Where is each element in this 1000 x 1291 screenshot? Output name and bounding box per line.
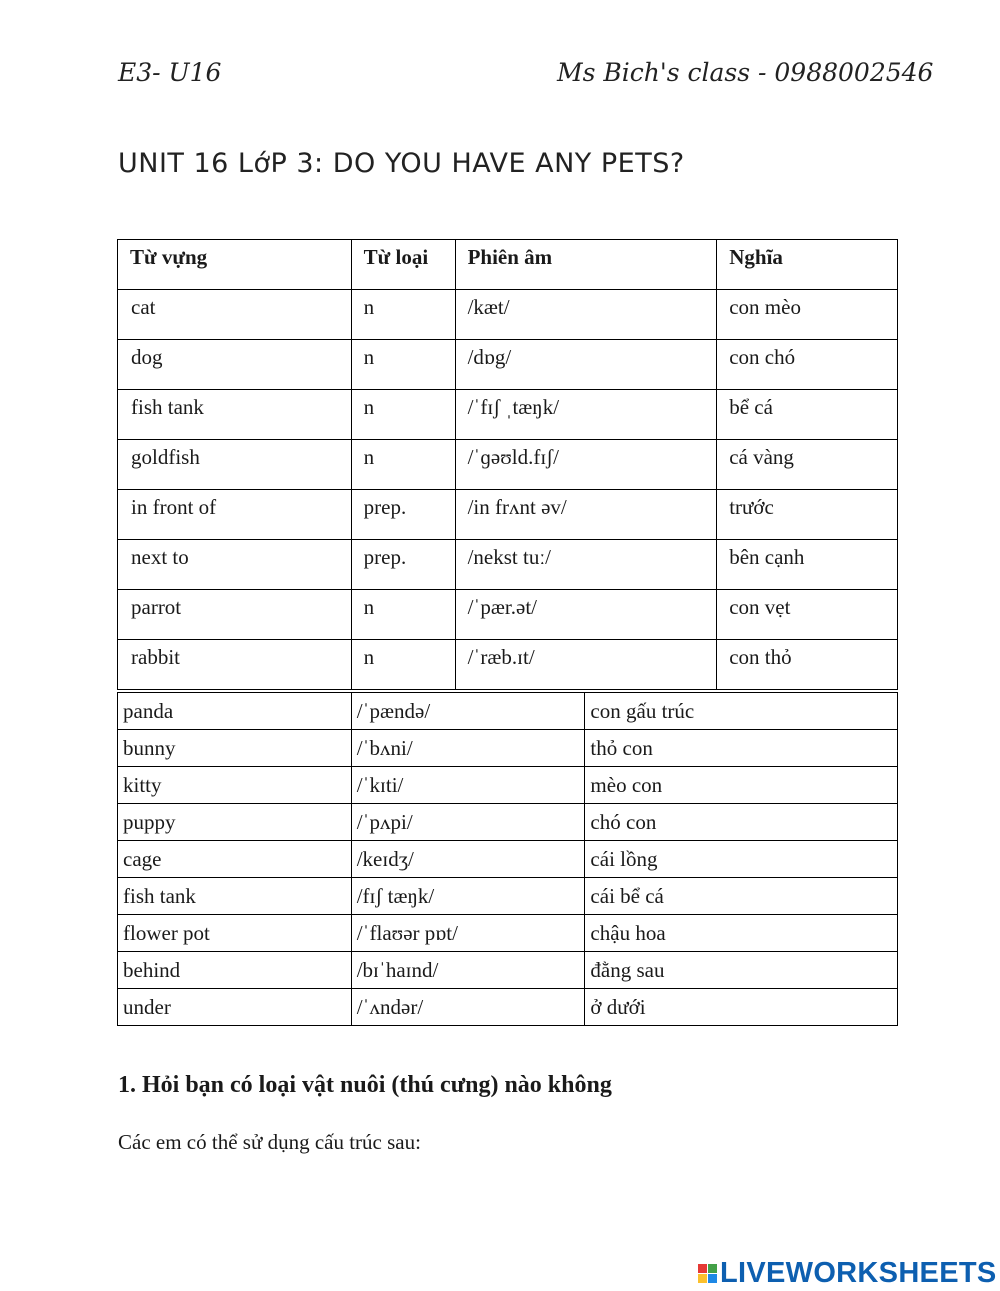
vocab-word: parrot [118, 590, 352, 640]
vocab-word: cat [118, 290, 352, 340]
phonetic: /in frʌnt əv/ [455, 490, 717, 540]
table-row [118, 841, 898, 878]
vocab-word: goldfish [118, 440, 352, 490]
table-row [118, 640, 898, 690]
vocab-word: rabbit [118, 640, 352, 690]
meaning: cái bể cá [585, 878, 898, 915]
vocab-word: panda [118, 693, 352, 730]
liveworksheets-watermark [698, 1257, 997, 1290]
meaning: ở dưới [585, 989, 898, 1026]
phonetic: /ˈfɪʃ ˌtæŋk/ [455, 390, 717, 440]
phonetic: /keɪdʒ/ [351, 841, 585, 878]
table-row [118, 915, 898, 952]
page-title: UNIT 16 LớP 3: DO YOU HAVE ANY PETS? [118, 148, 685, 179]
meaning: mèo con [585, 767, 898, 804]
table-row [118, 730, 898, 767]
table-row [118, 952, 898, 989]
vocab-word: in front of [118, 490, 352, 540]
phonetic: /kæt/ [455, 290, 717, 340]
phonetic: /fɪʃ tæŋk/ [351, 878, 585, 915]
column-header: Từ loại [351, 240, 455, 290]
table-row [118, 490, 898, 540]
meaning: đằng sau [585, 952, 898, 989]
column-header: Nghĩa [717, 240, 898, 290]
meaning: con vẹt [717, 590, 898, 640]
meaning: bể cá [717, 390, 898, 440]
vocab-word: kitty [118, 767, 352, 804]
phonetic: /ˈʌndər/ [351, 989, 585, 1026]
phonetic: /ˈbʌni/ [351, 730, 585, 767]
header-class-code: E3- U16 [118, 58, 222, 87]
vocab-word: next to [118, 540, 352, 590]
logo-square [698, 1274, 707, 1283]
vocab-word: flower pot [118, 915, 352, 952]
phonetic: /ˈflaʊər pɒt/ [351, 915, 585, 952]
vocab-word: fish tank [118, 390, 352, 440]
table-row [118, 878, 898, 915]
extra-vocab-table [117, 692, 898, 1026]
table-row [118, 290, 898, 340]
phonetic: /ˈɡəʊld.fɪʃ/ [455, 440, 717, 490]
vocab-word: fish tank [118, 878, 352, 915]
vocab-word: cage [118, 841, 352, 878]
phonetic: /bɪˈhaɪnd/ [351, 952, 585, 989]
word-type: n [351, 390, 455, 440]
meaning: con thỏ [717, 640, 898, 690]
meaning: cá vàng [717, 440, 898, 490]
logo-square [698, 1264, 707, 1273]
column-header: Phiên âm [455, 240, 717, 290]
table-header-row [118, 240, 898, 290]
vocab-table [117, 239, 898, 690]
table-row [118, 440, 898, 490]
word-type: n [351, 440, 455, 490]
phonetic: /dɒg/ [455, 340, 717, 390]
table-row [118, 340, 898, 390]
phonetic: /ˈkɪti/ [351, 767, 585, 804]
section-heading: 1. Hỏi bạn có loại vật nuôi (thú cưng) nào không [118, 1072, 612, 1098]
vocab-word: dog [118, 340, 352, 390]
table-row [118, 804, 898, 841]
logo-square [708, 1274, 717, 1283]
section-text: Các em có thể sử dụng cấu trúc sau: [118, 1130, 421, 1154]
phonetic: /ˈræb.ɪt/ [455, 640, 717, 690]
phonetic: /ˈpændə/ [351, 693, 585, 730]
vocab-word: behind [118, 952, 352, 989]
meaning: cái lồng [585, 841, 898, 878]
phonetic: /nekst tuː/ [455, 540, 717, 590]
phonetic: /ˈpær.ət/ [455, 590, 717, 640]
meaning: chó con [585, 804, 898, 841]
vocab-word: under [118, 989, 352, 1026]
watermark-text: LIVEWORKSHEETS [720, 1257, 997, 1289]
word-type: prep. [351, 540, 455, 590]
table-row [118, 590, 898, 640]
table-row [118, 390, 898, 440]
vocab-word: bunny [118, 730, 352, 767]
table-row [118, 989, 898, 1026]
vocab-word: puppy [118, 804, 352, 841]
word-type: n [351, 640, 455, 690]
word-type: prep. [351, 490, 455, 540]
meaning: trước [717, 490, 898, 540]
meaning: con mèo [717, 290, 898, 340]
meaning: thỏ con [585, 730, 898, 767]
meaning: chậu hoa [585, 915, 898, 952]
table-row [118, 693, 898, 730]
column-header: Từ vựng [118, 240, 352, 290]
table-row [118, 767, 898, 804]
table-row [118, 540, 898, 590]
word-type: n [351, 290, 455, 340]
header-teacher-info: Ms Bich's class - 0988002546 [557, 58, 934, 87]
phonetic: /ˈpʌpi/ [351, 804, 585, 841]
meaning: bên cạnh [717, 540, 898, 590]
logo-square [708, 1264, 717, 1273]
liveworksheets-logo-icon [698, 1264, 717, 1283]
word-type: n [351, 590, 455, 640]
meaning: con chó [717, 340, 898, 390]
meaning: con gấu trúc [585, 693, 898, 730]
word-type: n [351, 340, 455, 390]
